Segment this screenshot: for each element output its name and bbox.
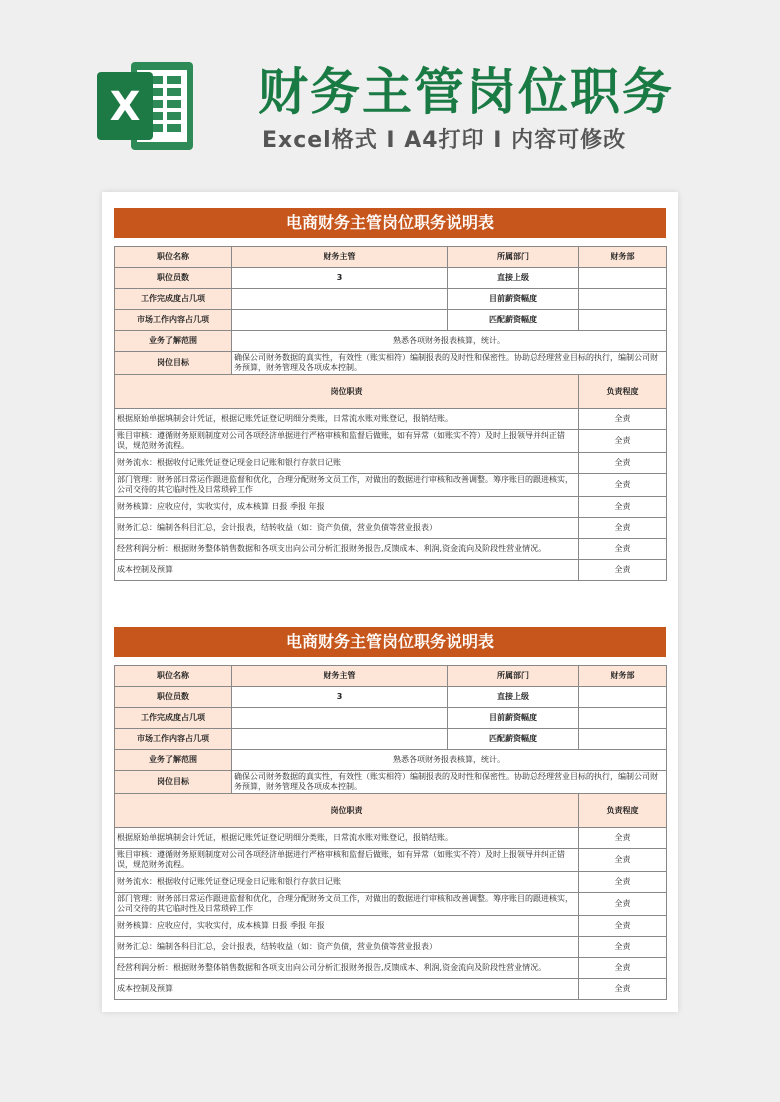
duty-text: 账目审核：遵循财务原则制度对公司各项经济单据进行严格审核和监督后做账，如有异常（如账实不符）及时上报领导并纠正错误，规范财务流程。 xyxy=(115,430,579,453)
cell-value xyxy=(232,289,448,310)
duty-degree: 全责 xyxy=(579,979,667,1000)
cell-label: 目前薪资幅度 xyxy=(448,708,579,729)
duty-text: 财务汇总：编制各科目汇总，会计报表，结转收益（如：资产负债，营业负债等营业报表） xyxy=(115,937,579,958)
cell-label: 职位名称 xyxy=(115,666,232,687)
cell-value xyxy=(579,268,667,289)
duty-degree: 全责 xyxy=(579,560,667,581)
header xyxy=(0,0,780,190)
excel-logo-icon xyxy=(97,58,197,154)
table-row xyxy=(115,560,667,581)
duty-degree: 全责 xyxy=(579,916,667,937)
table-row xyxy=(115,893,667,916)
form-table xyxy=(114,665,667,1000)
duty-degree: 全责 xyxy=(579,409,667,430)
duty-text: 财务汇总：编制各科目汇总，会计报表，结转收益（如：资产负债，营业负债等营业报表） xyxy=(115,518,579,539)
svg-text:X: X xyxy=(109,84,141,130)
cell-value: 财务部 xyxy=(579,666,667,687)
duty-degree: 全责 xyxy=(579,958,667,979)
duty-text: 部门管理：财务部日常运作跟进监督和优化，合理分配财务文员工作，对做出的数据进行审核和改善调整。筹序账目的跟进核实，公司交待的其它临时性及日常琐碎工作 xyxy=(115,893,579,916)
cell-value xyxy=(579,687,667,708)
cell-label: 所属部门 xyxy=(448,247,579,268)
cell-value: 3 xyxy=(232,268,448,289)
cell-value: 财务部 xyxy=(579,247,667,268)
duty-header: 岗位职责 xyxy=(115,375,579,409)
cell-label: 职位员数 xyxy=(115,687,232,708)
table-row xyxy=(115,666,667,687)
cell-label: 业务了解范围 xyxy=(115,331,232,352)
duty-text: 财务核算：应收应付，实收实付，成本核算 日报 季报 年报 xyxy=(115,497,579,518)
table-row xyxy=(115,453,667,474)
duty-degree: 全责 xyxy=(579,453,667,474)
cell-label: 工作完成度占几项 xyxy=(115,289,232,310)
table-row xyxy=(115,872,667,893)
table-row xyxy=(115,687,667,708)
duty-text: 根据原始单据填制会计凭证，根据记账凭证登记明细分类账，日常流水账对账登记，报销结账。 xyxy=(115,828,579,849)
table-row xyxy=(115,958,667,979)
cell-value: 确保公司财务数据的真实性，有效性（账实相符）编制报表的及时性和保密性。协助总经理营业目标的执行，编制公司财务预算，财务管理及各项成本控制。 xyxy=(232,771,667,794)
form-table xyxy=(114,246,667,581)
cell-value: 确保公司财务数据的真实性，有效性（账实相符）编制报表的及时性和保密性。协助总经理营业目标的执行，编制公司财务预算，财务管理及各项成本控制。 xyxy=(232,352,667,375)
form-title: 电商财务主管岗位职务说明表 xyxy=(114,627,666,657)
table-row xyxy=(115,497,667,518)
table-row xyxy=(115,310,667,331)
table-row xyxy=(115,352,667,375)
cell-value: 财务主管 xyxy=(232,247,448,268)
cell-label: 市场工作内容占几项 xyxy=(115,729,232,750)
table-row xyxy=(115,916,667,937)
cell-label: 目前薪资幅度 xyxy=(448,289,579,310)
table-row xyxy=(115,247,667,268)
cell-value xyxy=(579,729,667,750)
table-row xyxy=(115,375,667,409)
duty-degree: 全责 xyxy=(579,849,667,872)
cell-value xyxy=(232,708,448,729)
duty-text: 财务流水：根据收付记账凭证登记现金日记账和银行存款日记账 xyxy=(115,453,579,474)
degree-header: 负责程度 xyxy=(579,375,667,409)
table-row xyxy=(115,771,667,794)
duty-text: 部门管理：财务部日常运作跟进监督和优化，合理分配财务文员工作，对做出的数据进行审核和改善调整。筹序账目的跟进核实，公司交待的其它临时性及日常琐碎工作 xyxy=(115,474,579,497)
cell-label: 职位名称 xyxy=(115,247,232,268)
duty-text: 根据原始单据填制会计凭证，根据记账凭证登记明细分类账，日常流水账对账登记，报销结账。 xyxy=(115,409,579,430)
duty-degree: 全责 xyxy=(579,430,667,453)
cell-value xyxy=(579,310,667,331)
duty-degree: 全责 xyxy=(579,518,667,539)
table-row xyxy=(115,409,667,430)
duty-degree: 全责 xyxy=(579,937,667,958)
cell-label: 岗位目标 xyxy=(115,771,232,794)
table-row xyxy=(115,518,667,539)
table-row xyxy=(115,474,667,497)
job-description-form-2 xyxy=(114,627,666,1000)
table-row xyxy=(115,849,667,872)
duty-header: 岗位职责 xyxy=(115,794,579,828)
table-row xyxy=(115,430,667,453)
cell-value: 财务主管 xyxy=(232,666,448,687)
duty-text: 财务流水：根据收付记账凭证登记现金日记账和银行存款日记账 xyxy=(115,872,579,893)
cell-value xyxy=(232,310,448,331)
cell-value: 熟悉各项财务报表核算，统计。 xyxy=(232,331,667,352)
table-row xyxy=(115,289,667,310)
cell-label: 匹配薪资幅度 xyxy=(448,729,579,750)
table-row xyxy=(115,729,667,750)
duty-degree: 全责 xyxy=(579,474,667,497)
table-row xyxy=(115,750,667,771)
cell-label: 市场工作内容占几项 xyxy=(115,310,232,331)
duty-text: 成本控制及预算 xyxy=(115,979,579,1000)
cell-value: 熟悉各项财务报表核算，统计。 xyxy=(232,750,667,771)
cell-label: 直接上级 xyxy=(448,687,579,708)
duty-degree: 全责 xyxy=(579,539,667,560)
page-title: 财务主管岗位职务 xyxy=(258,63,674,121)
form-title: 电商财务主管岗位职务说明表 xyxy=(114,208,666,238)
table-row xyxy=(115,794,667,828)
duty-degree: 全责 xyxy=(579,497,667,518)
cell-label: 业务了解范围 xyxy=(115,750,232,771)
job-description-form-1 xyxy=(114,208,666,581)
cell-label: 岗位目标 xyxy=(115,352,232,375)
cell-value xyxy=(579,289,667,310)
cell-value xyxy=(232,729,448,750)
cell-label: 直接上级 xyxy=(448,268,579,289)
page-subtitle: Excel格式 I A4打印 I 内容可修改 xyxy=(262,128,627,153)
cell-label: 所属部门 xyxy=(448,666,579,687)
table-row xyxy=(115,539,667,560)
table-row xyxy=(115,937,667,958)
duty-text: 财务核算：应收应付，实收实付，成本核算 日报 季报 年报 xyxy=(115,916,579,937)
cell-value xyxy=(579,708,667,729)
table-row xyxy=(115,268,667,289)
table-row xyxy=(115,979,667,1000)
cell-label: 职位员数 xyxy=(115,268,232,289)
duty-text: 成本控制及预算 xyxy=(115,560,579,581)
degree-header: 负责程度 xyxy=(579,794,667,828)
table-row xyxy=(115,331,667,352)
table-row xyxy=(115,828,667,849)
cell-label: 工作完成度占几项 xyxy=(115,708,232,729)
duty-text: 经营利润分析：根据财务整体销售数据和各项支出向公司分析汇报财务报告,反馈成本、利润,资金流向及阶段性营业情况。 xyxy=(115,539,579,560)
duty-text: 账目审核：遵循财务原则制度对公司各项经济单据进行严格审核和监督后做账，如有异常（如账实不符）及时上报领导并纠正错误，规范财务流程。 xyxy=(115,849,579,872)
duty-degree: 全责 xyxy=(579,828,667,849)
table-row xyxy=(115,708,667,729)
cell-label: 匹配薪资幅度 xyxy=(448,310,579,331)
duty-text: 经营利润分析：根据财务整体销售数据和各项支出向公司分析汇报财务报告,反馈成本、利润,资金流向及阶段性营业情况。 xyxy=(115,958,579,979)
duty-degree: 全责 xyxy=(579,872,667,893)
duty-degree: 全责 xyxy=(579,893,667,916)
cell-value: 3 xyxy=(232,687,448,708)
